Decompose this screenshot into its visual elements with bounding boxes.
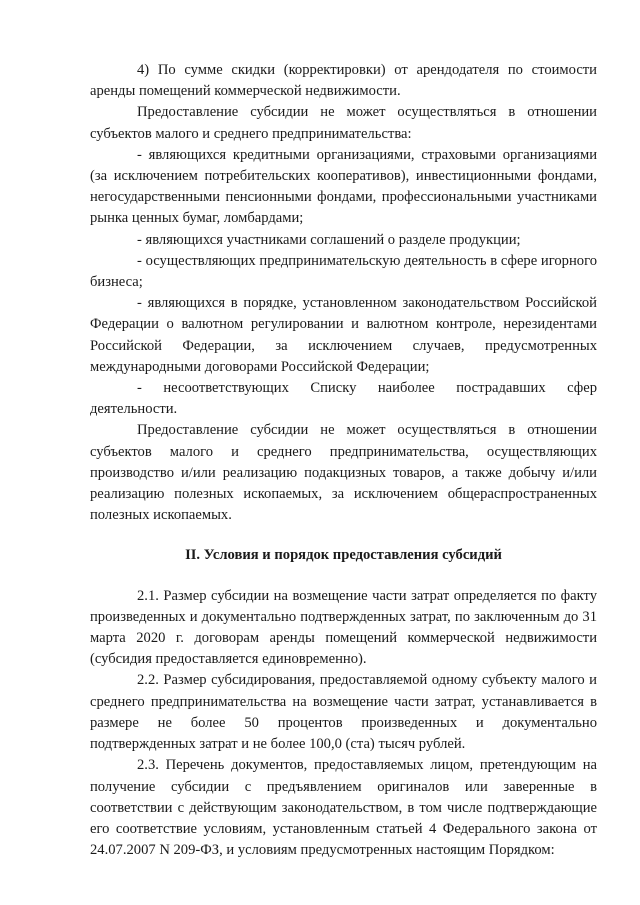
- paragraph-discount: 4) По сумме скидки (корректировки) от арендодателя по стоимости аренды помещений коммерческой недвижимости.: [90, 62, 597, 100]
- section-2: [90, 586, 597, 862]
- paragraph-excise-restriction: Предоставление субсидии не может осуществляться в отношении субъектов малого и среднего предпринимательства, осуществляющих производство и/или реализацию подакцизных товаров, а также добычу и/или реализацию полезных ископаемых, за исключением общераспространенных полезных ископаемых.: [90, 422, 597, 524]
- clause-2-1: 2.1. Размер субсидии на возмещение части затрат определяется по факту произведенных и документально подтвержденных затрат, по заключенным до 31 марта 2020 г. договорам аренды помещений коммерческой недвижимости (субсидия предоставляется единовременно).: [90, 587, 597, 668]
- section-1: [90, 60, 597, 526]
- list-item-not-affected: - несоответствующих Списку наиболее пострадавших сфер деятельности.: [90, 380, 597, 418]
- list-item-nonresidents: - являющихся в порядке, установленном законодательством Российской Федерации о валютном регулировании и валютном контроле, нерезидентами Российской Федерации, за исключением случаев, предусмотренных международными договорами Российской Федерации;: [90, 295, 597, 375]
- list-item-production-sharing: - являющихся участниками соглашений о разделе продукции;: [137, 231, 521, 248]
- paragraph-restriction-intro: Предоставление субсидии не может осуществляться в отношении субъектов малого и среднего предпринимательства:: [90, 104, 597, 142]
- list-item-gambling: - осуществляющих предпринимательскую деятельность в сфере игорного бизнеса;: [90, 252, 597, 291]
- section-2-heading: II. Условия и порядок предоставления субсидий: [185, 547, 502, 564]
- list-item-credit-organizations: - являющихся кредитными организациями, страховыми организациями (за исключением потребительских кооперативов), инвестиционными фондами, негосударственными пенсионными фондами, профессиональными участниками рынка ценных бумаг, ломбардами;: [90, 146, 597, 227]
- clause-2-3: 2.3. Перечень документов, предоставляемых лицом, претендующим на получение субсидии с предъявлением оригиналов или заверенные в соответствии с действующим законодательством, в том числе подтверждающие его соответствие условиям, установленным статьей 4 Федерального закона от 24.07.2007 N 209-ФЗ, и условиям предусмотренных настоящим Порядком:: [90, 757, 597, 859]
- clause-2-2: 2.2. Размер субсидирования, предоставляемой одному субъекту малого и среднего предпринимательства на возмещение части затрат, устанавливается в размере не более 50 процентов произведенных и документально подтвержденных затрат и не более 100,0 (ста) тысяч рублей.: [90, 672, 597, 753]
